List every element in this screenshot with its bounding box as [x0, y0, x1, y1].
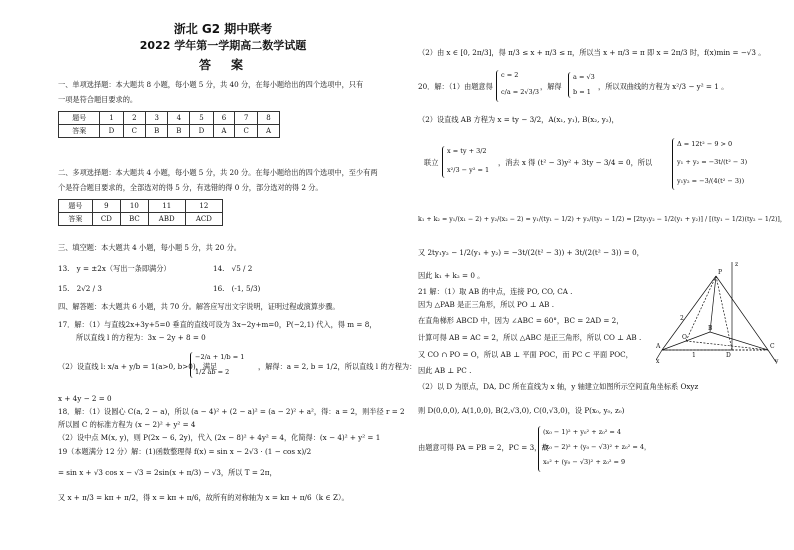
- label-B: B: [708, 325, 713, 332]
- label-D: D: [726, 352, 731, 359]
- table-cell: 5: [190, 112, 213, 125]
- q20-system-eq1: c = 2: [501, 71, 519, 79]
- answer-heading: 答 案: [198, 58, 247, 72]
- exam-subtitle: 2022 学年第一学期高二数学试题: [139, 39, 307, 52]
- section2-intro-2: 个是符合题目要求的，全部选对的得 5 分，有选错的得 0 分，部分选对的得 2 分。: [58, 183, 323, 192]
- section4-intro: 四、解答题：本大题共 6 小题，共 70 分。解答应写出文字说明，证明过程或演算步骤。: [58, 302, 340, 311]
- q17-system-eq1: −2/a + 1/b = 1: [195, 353, 245, 361]
- q17-line2: 所以直线 l 的方程为：3x − 2y + 8 = 0: [76, 333, 206, 342]
- section1-intro: 一、单项选择题：本大题共 8 小题，每小题 5 分，共 40 分，在每小题给出的四个选项中，只有: [58, 80, 364, 89]
- table-row: [59, 200, 223, 213]
- table-cell: 8: [257, 112, 279, 125]
- q20-solution-b: b = 1: [573, 88, 591, 96]
- q21-line8: 则 D(0,0,0), A(1,0,0), B(2,√3,0), C(0,√3,0)，设 P(x₀, y₀, z₀): [418, 406, 625, 415]
- q21-line1: 21 解：（1）取 AB 的中点，连接 PO, CO, CA .: [418, 287, 573, 296]
- q17-line1: 17．解：（1）与直线2x+3y+5=0 垂直的直线可设为 3x−2y+m=0，P(−2,1) 代入，得 m = 8，: [58, 320, 377, 329]
- q18-line3: （2）设中点 M(x, y)，则 P(2x − 6, 2y)，代入 (2x − 8)² + 4y² = 4，化简得：(x − 4)² + y² = 1: [58, 433, 381, 442]
- q21-line2: 因为 △PAB 是正三角形，所以 PO ⊥ AB .: [418, 300, 555, 309]
- table-row: [59, 112, 280, 125]
- answer-16: 16. (-1, 5/3): [213, 284, 261, 293]
- answer-15: 15. 2√2 / 3: [58, 284, 102, 293]
- table-cell: CD: [92, 213, 120, 226]
- multi-choice-answer-table: [58, 199, 223, 226]
- table-cell: 6: [213, 112, 235, 125]
- q20-system-eq4: x²/3 − y² = 1: [447, 166, 490, 174]
- q17-line5: x + 4y − 2 = 0: [58, 394, 112, 403]
- label-z: z: [735, 261, 739, 268]
- pyramid-figure: [656, 258, 780, 364]
- table-cell: 4: [168, 112, 190, 125]
- q20-system-eq2: c/a = 2√3/3: [501, 88, 540, 96]
- table-cell: 11: [148, 200, 185, 213]
- table-cell: A: [257, 125, 279, 138]
- q18-line1: 18．解：（1）设圆心 C(a, 2 − a)，所以 (a − 4)² + (2 − a)² = (a − 2)² + a²，得：a = 2，则半径 r = 2: [58, 407, 405, 416]
- table-cell: A: [213, 125, 235, 138]
- right-column: （2）由 x ∈ [0, 2π/3]，得 π/3 ≤ x + π/3 ≤ π，所以当 x + π/3 = π 即 x = 2π/3 时，f(x)min = −√3 。 20．解：（1）由题意得 c = 2 c/a = 2√3/3 ，解得 a = √3 b = 1 ，所以双曲线的方程为 x²/3 − y² = 1 。 （2）设直线 AB 方程为 x = ty − 3/2，A(x₁, y₁), B(x₂, y₂)， 联立 x = ty + 3/2 x²/3 − y² = 1 ，消去 x 得 (t² − 3)y² + 3ty − 3/4 = 0，所以 Δ = 12t² − 9 > 0 y₁ + y₂ = −3t/(t² − 3) y₁y₂ = −3/(4(t² − 3)) k₁ + k₂ = y₁/(x₁ − 2) + y₂/(x₂ − 2) = y₁/(ty₁ − 1/2) + y₂/(ty₂ − 1/2) = [2ty₁y₂ − 1/2(y₁ + y₂)] / [(ty₁ − 1/2)(ty₂ − 1/2)]， 又 2ty₁y₂ − 1/2(y₁ + y₂) = −3t/(2(t² − 3)) + 3t/(2(t² − 3)) = 0， 因此 k₁ + k₂ = 0 。 21 解：（1）取 AB 的中点，连接 PO, CO, CA . 因为 △PAB 是正三角形，所以 PO ⊥ AB . 在直角梯形 ABCD 中，因为 ∠ABC = 60°，BC = 2AD = 2， 计算可得 AB = AC = 2，所以 △ABC 是正三角形，所以 CO ⊥ AB . 又 CO ∩ PO = O，所以 AB ⊥ 平面 POC，而 PC ⊂ 平面 POC， 因此 AB ⊥ PC . （2）以 D 为原点，DA, DC 所在直线为 x 轴，y 轴建立如图所示空间直角坐标系 Oxyz 则 D(0,0,0), A(1,0,0), B(2,√3,0), C(0,√3,0)，设 P(x₀, y₀, z₀) 由题意可得 PA = PB = 2，PC = 3，故 (x₀ − 1)² + y₀² + z₀² = 4 (x₀ − 2)² + (y₀ − √3)² + z₀² = 4， x₀² + (y₀ − √3)² + z₀² = 9 z P D A B C O x y 2 1: [418, 0, 758, 550]
- table-row: [59, 213, 223, 226]
- edge-PB: [710, 276, 716, 332]
- q17-line3: （2）设直线 l: x/a + y/b = 1(a>0, b>0)，满足: [58, 362, 218, 371]
- label-P: P: [718, 269, 723, 276]
- q19-part2: （2）由 x ∈ [0, 2π/3]，得 π/3 ≤ x + π/3 ≤ π，所以当 x + π/3 = π 即 x = 2π/3 时，f(x)min = −√3 。: [418, 48, 766, 57]
- label-y: y: [775, 358, 779, 364]
- table-cell: 12: [185, 200, 222, 213]
- q20-condition-3: y₁y₂ = −3/(4(t² − 3)): [677, 177, 745, 185]
- table-cell: 题号: [59, 200, 93, 213]
- table-cell: 答案: [59, 125, 100, 138]
- q21-line5: 又 CO ∩ PO = O，所以 AB ⊥ 平面 POC，而 PC ⊂ 平面 POC，: [418, 350, 633, 359]
- q20-condition-1: Δ = 12t² − 9 > 0: [677, 140, 733, 148]
- table-cell: 答案: [59, 213, 93, 226]
- segment-OC: [686, 341, 768, 350]
- table-cell: 2: [123, 112, 146, 125]
- q21-line7: （2）以 D 为原点，DA, DC 所在直线为 x 轴，y 轴建立如图所示空间直角坐标系 Oxyz: [418, 382, 699, 391]
- q21-system-eq1: (x₀ − 1)² + y₀² + z₀² = 4: [543, 428, 622, 436]
- edge-PC: [716, 276, 768, 350]
- answer-14: 14. √5 / 2: [213, 264, 253, 273]
- table-cell: 7: [235, 112, 258, 125]
- left-column: [58, 0, 417, 550]
- q19-line2: = sin x + √3 cos x − √3 = 2sin(x + π/3) − √3，所以 T = 2π，: [58, 468, 277, 477]
- label-C: C: [770, 343, 775, 350]
- table-cell: ACD: [185, 213, 222, 226]
- table-cell: 9: [92, 200, 120, 213]
- label-length-2: 2: [680, 315, 684, 322]
- q21-line6: 因此 AB ⊥ PC .: [418, 366, 472, 375]
- q20-line7: 又 2ty₁y₂ − 1/2(y₁ + y₂) = −3t/(2(t² − 3)) + 3t/(2(t² − 3)) = 0，: [418, 248, 644, 257]
- table-cell: D: [100, 125, 123, 138]
- q21-line4: 计算可得 AB = AC = 2，所以 △ABC 是正三角形，所以 CO ⊥ AB .: [418, 333, 642, 342]
- section2-intro: 二、多项选择题：本大题共 4 小题，每小题 5 分，共 20 分。在每小题给出的四个选项中，至少有两: [58, 168, 378, 177]
- label-x: x: [656, 358, 660, 364]
- q20-condition-2: y₁ + y₂ = −3t/(t² − 3): [677, 158, 748, 166]
- exam-title: 浙北 G2 期中联考: [173, 22, 273, 36]
- edge-PA: [662, 276, 716, 350]
- section3-intro: 三、填空题：本大题共 4 小题，每小题 5 分，共 20 分。: [58, 243, 241, 252]
- q20-system-eq3: x = ty + 3/2: [447, 147, 487, 155]
- q21-line3: 在直角梯形 ABCD 中，因为 ∠ABC = 60°，BC = 2AD = 2，: [418, 316, 624, 325]
- table-cell: 10: [121, 200, 149, 213]
- q21-system-eq3: x₀² + (y₀ − √3)² + z₀² = 9: [543, 458, 626, 466]
- q21-line9: 由题意可得 PA = PB = 2，PC = 3，故: [418, 443, 549, 452]
- q20-line6: k₁ + k₂ = y₁/(x₁ − 2) + y₂/(x₂ − 2) = y₁/(ty₁ − 1/2) + y₂/(ty₂ − 1/2) = [2ty₁y₂ − 1/2(y₁ + y₂)] / [(ty₁ − 1/2)(ty₂ − 1/2)]，: [418, 216, 787, 223]
- q20-line8: 因此 k₁ + k₂ = 0 。: [418, 271, 485, 280]
- table-cell: 3: [146, 112, 168, 125]
- q20-simultaneous-label: 联立: [424, 158, 439, 167]
- table-row: [59, 125, 280, 138]
- table-cell: B: [146, 125, 168, 138]
- q20-line5: ，消去 x 得 (t² − 3)y² + 3ty − 3/4 = 0，所以: [498, 158, 653, 167]
- q17-line4: ，解得：a = 2, b = 1/2，所以直线 l 的方程为：: [258, 362, 417, 371]
- table-cell: ABD: [148, 213, 185, 226]
- label-A: A: [656, 343, 661, 350]
- q20-line3: （2）设直线 AB 方程为 x = ty − 3/2，A(x₁, y₁), B(x₂, y₂)，: [418, 115, 619, 124]
- edge-BC: [710, 332, 768, 350]
- q20-intro: 20．解：（1）由题意得: [418, 82, 493, 91]
- table-cell: C: [235, 125, 258, 138]
- table-cell: 1: [100, 112, 123, 125]
- table-cell: B: [168, 125, 190, 138]
- table-cell: C: [123, 125, 146, 138]
- q17-system-eq2: 1/2 ab = 2: [195, 368, 230, 376]
- q19-line3: 又 x + π/3 = kπ + π/2，得 x = kπ + π/6，故所有的对称轴为 x = kπ + π/6（k ∈ Z）。: [58, 493, 349, 502]
- table-cell: BC: [121, 213, 149, 226]
- answer-13: 13. y = ±2x（写出一条即满分）: [58, 264, 171, 273]
- label-length-1: 1: [692, 352, 696, 359]
- table-cell: D: [190, 125, 213, 138]
- q19-line1: 19（本题满分 12 分）解：(1)函数整理得 f(x) = sin x − 2√3 · (1 − cos x)/2: [58, 447, 312, 456]
- q18-line2: 所以圆 C 的标准方程为 (x − 2)² + y² = 4: [58, 420, 196, 429]
- single-choice-answer-table: [58, 111, 280, 138]
- q20-solution-a: a = √3: [573, 73, 595, 81]
- q21-system-eq2: (x₀ − 2)² + (y₀ − √3)² + z₀² = 4，: [543, 443, 651, 451]
- table-cell: 题号: [59, 112, 100, 125]
- label-O: O: [682, 334, 687, 341]
- q20-hyperbola: ，所以双曲线的方程为 x²/3 − y² = 1 。: [598, 82, 729, 91]
- section1-intro-2: 一项是符合题目要求的。: [58, 95, 138, 104]
